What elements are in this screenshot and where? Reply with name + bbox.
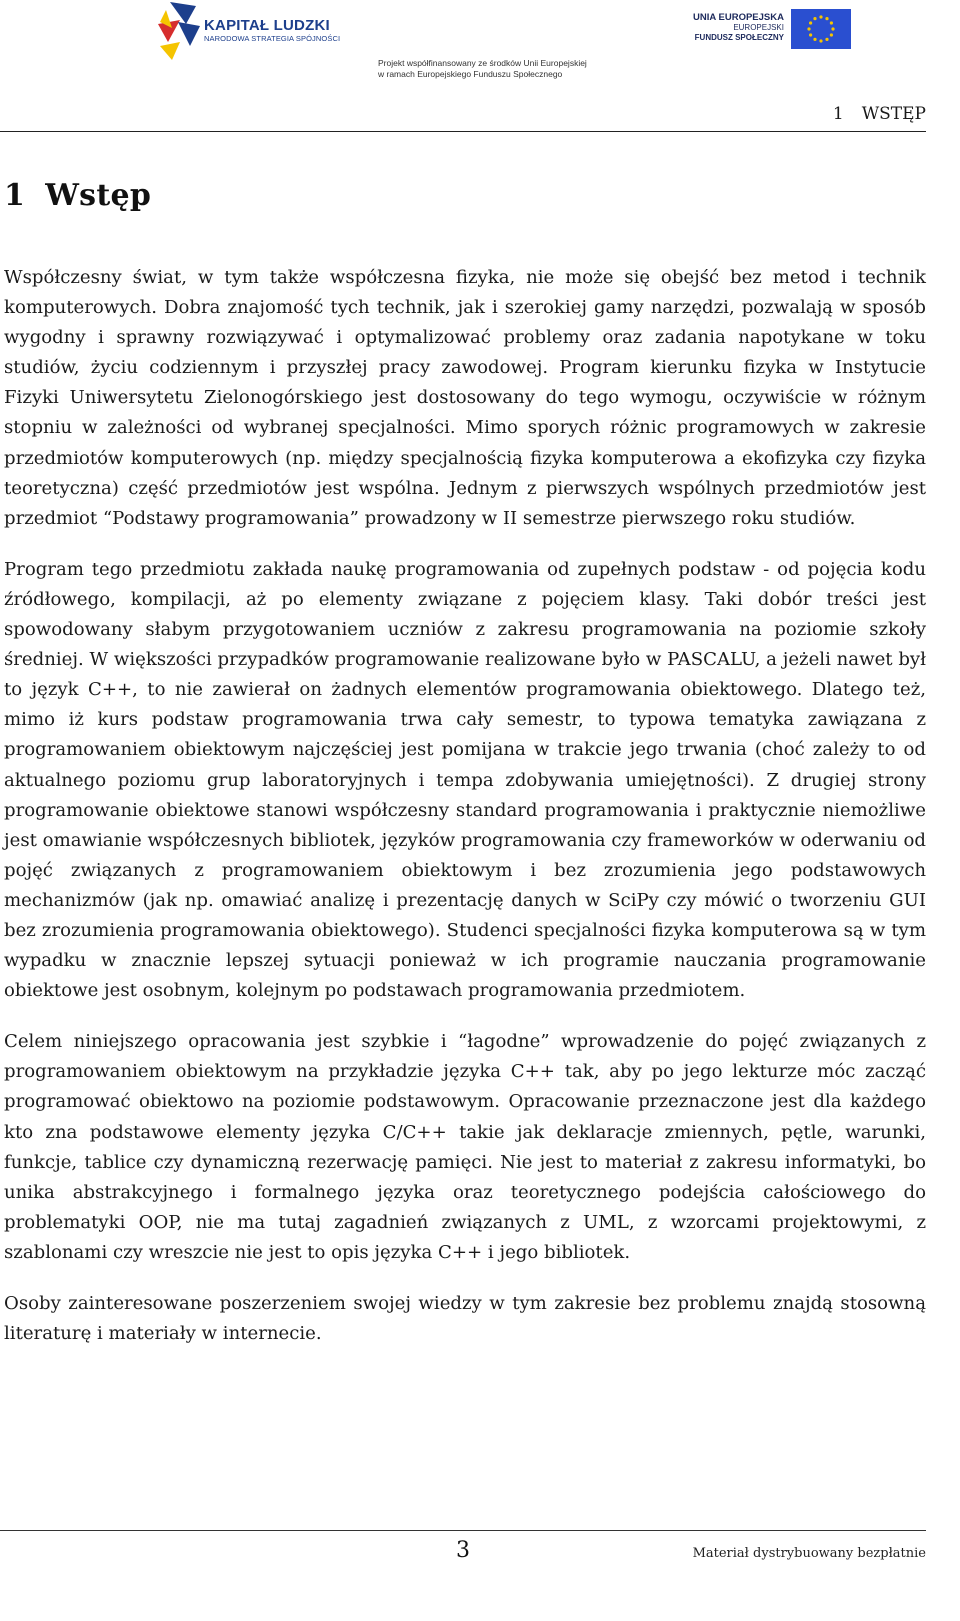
- kapital-ludzki-logo: [156, 2, 346, 60]
- funding-line-2: w ramach Europejskiego Funduszu Społecznego: [378, 69, 563, 79]
- funding-line-1: Projekt współfinansowany ze środków Unii Europejskiej: [378, 58, 587, 68]
- header-rule: [0, 131, 926, 132]
- eu-label: [668, 12, 784, 43]
- running-header-title: WSTĘP: [861, 104, 926, 124]
- running-header: [0, 104, 926, 124]
- eu-label-line2: EUROPEJSKI: [733, 23, 784, 32]
- paragraph: Współczesny świat, w tym także współczesna fizyka, nie może się obejść bez metod i technik komputerowych. Dobra znajomość tych technik, jak i szerokiej gamy narzędzi, pozwalają w sposób wygodny i sprawny rozwiązywać i optymalizować problemy oraz zadania napotykane w toku studiów, życiu codziennym i przyszłej pracy zawodowej. Program kierunku fizyka w Instytucie Fizyki Uniwersytetu Zielonogórskiego jest dostosowany do tego wymogu, oczywiście w różnym stopniu w zależności od wybranej specjalności. Mimo sporych różnic programowych w zakresie przedmiotów komputerowych (np. między specjalnością fizyka komputerowa a ekofizyka czy fizyka teoretyczna) część przedmiotów jest wspólna. Jednym z pierwszych wspólnych przedmiotów jest przedmiot “Podstawy programowania” prowadzony w II semestrze pierwszego roku studiów.: [4, 267, 926, 529]
- kapital-ludzki-star-icon: [156, 2, 202, 60]
- page-number: 3: [456, 1538, 470, 1563]
- paragraph: Osoby zainteresowane poszerzeniem swojej wiedzy w tym zakresie bez problemu znajdą stosowną literaturę i materiały w internecie.: [4, 1293, 926, 1345]
- eu-label-line1: UNIA EUROPEJSKA: [693, 12, 784, 23]
- section-title: Wstęp: [45, 178, 152, 213]
- running-header-number: 1: [832, 104, 844, 124]
- kapital-ludzki-subtitle: NARODOWA STRATEGIA SPÓJNOŚCI: [204, 34, 341, 43]
- section-number: 1: [4, 178, 26, 213]
- eu-flag-icon: [791, 9, 851, 49]
- eu-label-line3: FUNDUSZ SPOŁECZNY: [694, 33, 784, 42]
- body-text: [4, 263, 926, 1349]
- funding-banner: [0, 0, 960, 90]
- funding-statement: [378, 58, 678, 80]
- paragraph: Program tego przedmiotu zakłada naukę programowania od zupełnych podstaw - od pojęcia kodu źródłowego, kompilacji, aż po elementy związane z pojęciem klasy. Taki dobór treści jest spowodowany słabym przygotowaniem uczniów z zakresu programowania na poziomie szkoły średniej. W większości przypadków programowanie realizowane było w PASCALU, a jeżeli nawet był to język C++, to nie zawierał on żadnych elementów programowania obiektowego. Dlatego też, mimo iż kurs podstaw programowania trwa cały semestr, to typowa tematyka zawiązana z programowaniem obiektowym najczęściej jest pomijana w trakcie jego trwania (choć zależy to od aktualnego poziomu grup laboratoryjnych i tempa zdobywania umiejętności). Z drugiej strony programowanie obiektowe stanowi współczesny standard programowania i praktycznie niemożliwe jest omawianie współczesnych bibliotek, języków programowania czy frameworków w oderwaniu od pojęć związanych z programowaniem obiektowym i bez zrozumienia jego podstawowych mechanizmów (jak np. omawiać analizę i prezentację danych w SciPy czy mówić o tworzeniu GUI bez zrozumienia programowania obiektowego). Studenci specjalności fizyka komputerowa są w tym wypadku w znacznie lepszej sytuacji ponieważ w ich programie nauczania programowanie obiektowe jest osobnym, kolejnym po podstawach programowania przedmiotem.: [4, 558, 926, 1002]
- footer-rule: [0, 1530, 926, 1531]
- paragraph: Celem niniejszego opracowania jest szybkie i “łagodne” wprowadzenie do pojęć związanych z programowaniem obiektowym na przykładzie języka C++ tak, aby po jego lekturze móc zacząć programować obiektowo na poziomie podstawowym. Opracowanie przeznaczone jest dla każdego kto zna podstawowe elementy języka C/C++ takie jak deklaracje zmiennych, pętle, warunki, funkcje, tablice czy dynamiczną rezerwację pamięci. Nie jest to materiał z zakresu informatyki, bo unika abstrakcyjnego i formalnego języka oraz teoretycznego podejścia całościowego do problematyki OOP, nie ma tutaj zagadnień związanych z UML, z wzorcami projektowymi, z szablonami czy wreszcie nie jest to opis języka C++ i jego bibliotek.: [4, 1031, 926, 1263]
- section-heading: [4, 178, 151, 213]
- footer-note: Materiał dystrybuowany bezpłatnie: [692, 1546, 926, 1561]
- kapital-ludzki-title: KAPITAŁ LUDZKI: [204, 17, 330, 34]
